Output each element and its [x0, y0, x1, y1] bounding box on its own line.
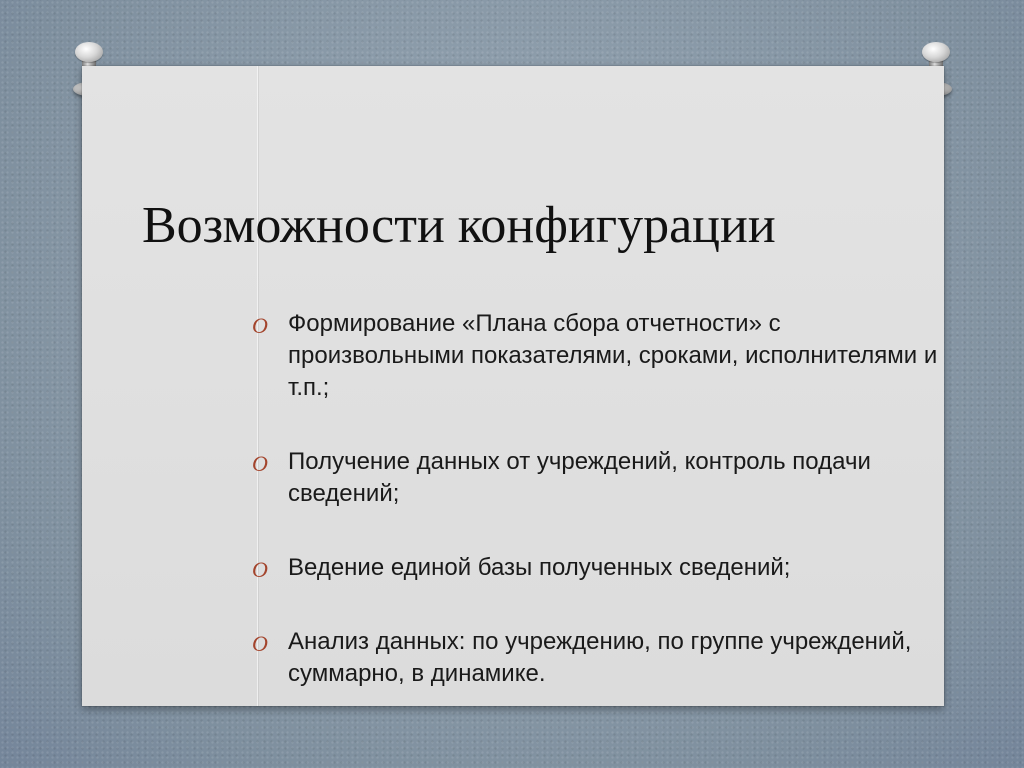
- bullet-text: Ведение единой базы полученных сведений;: [288, 554, 791, 581]
- bullet-text: Формирование «Плана сбора отчетности» с произвольными показателями, сроками, исполнителями и т.п.;: [288, 310, 938, 401]
- bullet-text: Анализ данных: по учреждению, по группе учреждений, суммарно, в динамике.: [288, 628, 912, 687]
- bullet-list: [252, 308, 952, 690]
- slide-card: [82, 66, 944, 706]
- slide-title: Возможности конфигурации: [142, 197, 776, 254]
- bullet-o-icon: O: [252, 313, 268, 338]
- bullet-item: [252, 446, 952, 510]
- bullet-item: [252, 308, 952, 404]
- bullet-o-icon: O: [252, 557, 268, 582]
- bullet-item: [252, 552, 952, 584]
- bullet-item: [252, 626, 952, 690]
- bullet-o-icon: O: [252, 451, 268, 476]
- bullet-text: Получение данных от учреждений, контроль подачи сведений;: [288, 448, 871, 507]
- bullet-o-icon: O: [252, 631, 268, 656]
